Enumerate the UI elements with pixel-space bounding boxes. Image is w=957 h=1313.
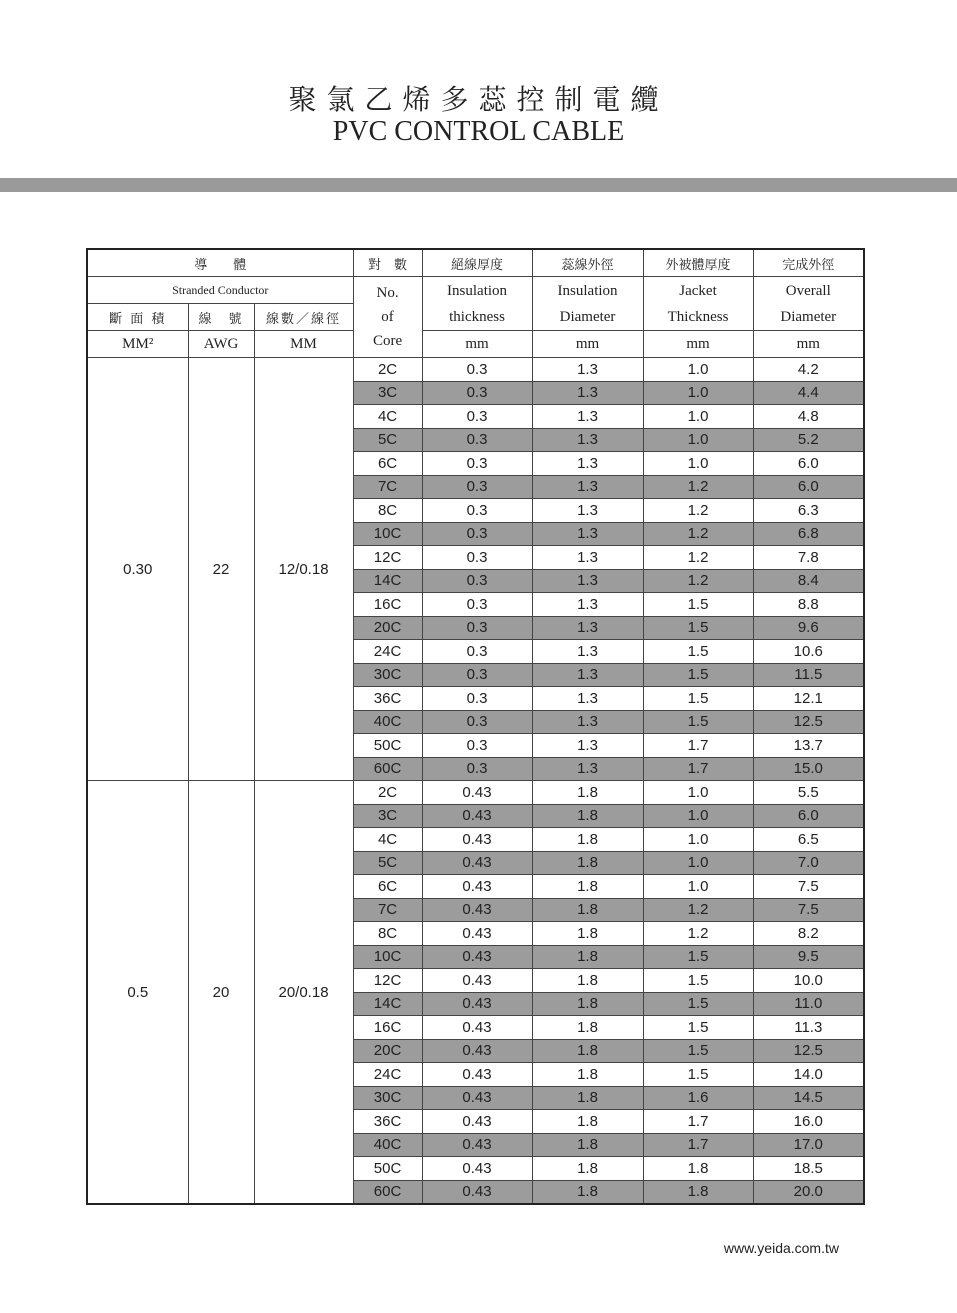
insulation-diameter: 1.8: [532, 828, 643, 852]
core-count: 50C: [353, 734, 422, 758]
overall-diameter: 15.0: [753, 757, 864, 781]
insulation-diameter: 1.3: [532, 734, 643, 758]
header-divider-band: [0, 178, 957, 192]
overall-diameter: 20.0: [753, 1180, 864, 1204]
conductor-strand: 20/0.18: [254, 781, 353, 1205]
core-count: 8C: [353, 922, 422, 946]
header-no-of-core: [353, 277, 422, 358]
overall-diameter: 8.8: [753, 593, 864, 617]
header-strand-unit: MM: [254, 331, 353, 358]
jacket-thickness: 1.5: [643, 640, 753, 664]
jacket-thickness: 1.7: [643, 734, 753, 758]
insulation-diameter: 1.8: [532, 992, 643, 1016]
core-count: 36C: [353, 687, 422, 711]
jacket-thickness: 1.0: [643, 804, 753, 828]
insulation-diameter: 1.3: [532, 640, 643, 664]
header-area-unit: MM²: [87, 331, 188, 358]
insulation-diameter: 1.3: [532, 522, 643, 546]
conductor-strand: 12/0.18: [254, 358, 353, 781]
insulation-diameter: 1.3: [532, 499, 643, 523]
insulation-diameter: 1.8: [532, 781, 643, 805]
jacket-thickness: 1.8: [643, 1180, 753, 1204]
overall-diameter: 6.5: [753, 828, 864, 852]
header-insulation-diameter-line1: Insulation: [557, 282, 618, 299]
header-insulation-thickness-line1: Insulation: [447, 282, 508, 299]
jacket-thickness: 1.5: [643, 969, 753, 993]
core-count: 3C: [353, 381, 422, 405]
insulation-thickness: 0.3: [422, 687, 532, 711]
overall-diameter: 7.5: [753, 875, 864, 899]
insulation-diameter: 1.8: [532, 1016, 643, 1040]
overall-diameter: 9.5: [753, 945, 864, 969]
overall-diameter: 12.5: [753, 710, 864, 734]
jacket-thickness: 1.0: [643, 381, 753, 405]
insulation-diameter: 1.3: [532, 405, 643, 429]
header-conductor-zh: 導 體: [87, 249, 353, 277]
insulation-diameter: 1.8: [532, 969, 643, 993]
insulation-diameter: 1.3: [532, 569, 643, 593]
core-count: 14C: [353, 992, 422, 1016]
jacket-thickness: 1.5: [643, 593, 753, 617]
header-unit-mm: mm: [532, 331, 643, 358]
core-count: 40C: [353, 1133, 422, 1157]
insulation-thickness: 0.3: [422, 757, 532, 781]
header-unit-mm: mm: [753, 331, 864, 358]
insulation-thickness: 0.43: [422, 898, 532, 922]
insulation-thickness: 0.3: [422, 475, 532, 499]
header-no-of-core-line1: No.: [376, 285, 399, 301]
overall-diameter: 11.0: [753, 992, 864, 1016]
jacket-thickness: 1.0: [643, 428, 753, 452]
header-no-of-core-line3: Core: [372, 333, 403, 349]
insulation-thickness: 0.43: [422, 1086, 532, 1110]
core-count: 8C: [353, 499, 422, 523]
insulation-thickness: 0.3: [422, 499, 532, 523]
insulation-diameter: 1.8: [532, 1086, 643, 1110]
overall-diameter: 7.0: [753, 851, 864, 875]
page-title-chinese: 聚氯乙烯多蕊控制電纜: [288, 83, 669, 116]
jacket-thickness: 1.2: [643, 546, 753, 570]
overall-diameter: 4.2: [753, 358, 864, 382]
header-insulation-thickness-line2: thickness: [449, 308, 505, 325]
insulation-diameter: 1.3: [532, 687, 643, 711]
core-count: 5C: [353, 428, 422, 452]
jacket-thickness: 1.0: [643, 781, 753, 805]
insulation-thickness: 0.43: [422, 851, 532, 875]
header-awg-zh: 線 號: [188, 304, 254, 331]
core-count: 12C: [353, 546, 422, 570]
jacket-thickness: 1.5: [643, 687, 753, 711]
insulation-thickness: 0.3: [422, 381, 532, 405]
header-no-of-core-line2: of: [381, 309, 394, 325]
insulation-thickness: 0.3: [422, 640, 532, 664]
insulation-diameter: 1.8: [532, 945, 643, 969]
core-count: 2C: [353, 781, 422, 805]
overall-diameter: 8.2: [753, 922, 864, 946]
insulation-diameter: 1.8: [532, 875, 643, 899]
header-pairs-zh: 對 數: [353, 249, 422, 277]
overall-diameter: 12.5: [753, 1039, 864, 1063]
overall-diameter: 14.5: [753, 1086, 864, 1110]
core-count: 60C: [353, 757, 422, 781]
core-count: 20C: [353, 1039, 422, 1063]
overall-diameter: 12.1: [753, 687, 864, 711]
insulation-thickness: 0.3: [422, 452, 532, 476]
header-insulation-diameter: [532, 277, 643, 331]
table-row: [87, 358, 864, 382]
overall-diameter: 13.7: [753, 734, 864, 758]
insulation-diameter: 1.3: [532, 593, 643, 617]
jacket-thickness: 1.6: [643, 1086, 753, 1110]
jacket-thickness: 1.0: [643, 358, 753, 382]
insulation-diameter: 1.8: [532, 1180, 643, 1204]
insulation-diameter: 1.8: [532, 1157, 643, 1181]
insulation-diameter: 1.8: [532, 922, 643, 946]
insulation-thickness: 0.43: [422, 1157, 532, 1181]
table-row: [87, 781, 864, 805]
overall-diameter: 11.3: [753, 1016, 864, 1040]
overall-diameter: 4.4: [753, 381, 864, 405]
jacket-thickness: 1.5: [643, 1016, 753, 1040]
page-title-english: PVC CONTROL CABLE: [332, 116, 625, 147]
header-insulation-diameter-line2: Diameter: [559, 308, 616, 325]
conductor-area: 0.30: [87, 358, 188, 781]
jacket-thickness: 1.2: [643, 522, 753, 546]
jacket-thickness: 1.5: [643, 945, 753, 969]
insulation-thickness: 0.43: [422, 992, 532, 1016]
header-area-zh: 斷 面 積: [87, 304, 188, 331]
jacket-thickness: 1.5: [643, 1063, 753, 1087]
insulation-thickness: 0.43: [422, 1180, 532, 1204]
conductor-awg: 20: [188, 781, 254, 1205]
insulation-thickness: 0.3: [422, 734, 532, 758]
insulation-thickness: 0.43: [422, 1039, 532, 1063]
jacket-thickness: 1.7: [643, 1133, 753, 1157]
insulation-diameter: 1.8: [532, 851, 643, 875]
core-count: 60C: [353, 1180, 422, 1204]
insulation-thickness: 0.43: [422, 969, 532, 993]
insulation-thickness: 0.3: [422, 616, 532, 640]
jacket-thickness: 1.2: [643, 898, 753, 922]
insulation-diameter: 1.3: [532, 710, 643, 734]
core-count: 14C: [353, 569, 422, 593]
overall-diameter: 6.0: [753, 804, 864, 828]
insulation-thickness: 0.3: [422, 358, 532, 382]
header-jacket-thickness: [643, 277, 753, 331]
header-unit-mm: mm: [422, 331, 532, 358]
header-overall-diameter-line1: Overall: [785, 282, 831, 299]
insulation-thickness: 0.43: [422, 1110, 532, 1134]
header-stranded-conductor: Stranded Conductor: [87, 277, 353, 304]
jacket-thickness: 1.2: [643, 475, 753, 499]
conductor-area: 0.5: [87, 781, 188, 1205]
core-count: 24C: [353, 1063, 422, 1087]
jacket-thickness: 1.7: [643, 757, 753, 781]
overall-diameter: 17.0: [753, 1133, 864, 1157]
insulation-thickness: 0.43: [422, 781, 532, 805]
insulation-diameter: 1.8: [532, 1110, 643, 1134]
header-strand-zh: 線數／線徑: [254, 304, 353, 331]
overall-diameter: 7.8: [753, 546, 864, 570]
core-count: 36C: [353, 1110, 422, 1134]
insulation-thickness: 0.3: [422, 546, 532, 570]
overall-diameter: 6.0: [753, 452, 864, 476]
insulation-diameter: 1.3: [532, 428, 643, 452]
header-insulation-thickness-zh: 絕線厚度: [422, 249, 532, 277]
core-count: 7C: [353, 475, 422, 499]
website-url: www.yeida.com.tw: [723, 1240, 839, 1256]
core-count: 24C: [353, 640, 422, 664]
insulation-diameter: 1.3: [532, 358, 643, 382]
header-jacket-thickness-line2: Thickness: [667, 308, 729, 325]
core-count: 50C: [353, 1157, 422, 1181]
overall-diameter: 11.5: [753, 663, 864, 687]
core-count: 30C: [353, 663, 422, 687]
core-count: 7C: [353, 898, 422, 922]
overall-diameter: 7.5: [753, 898, 864, 922]
overall-diameter: 6.3: [753, 499, 864, 523]
overall-diameter: 10.6: [753, 640, 864, 664]
insulation-thickness: 0.3: [422, 569, 532, 593]
insulation-diameter: 1.3: [532, 452, 643, 476]
insulation-thickness: 0.43: [422, 828, 532, 852]
overall-diameter: 18.5: [753, 1157, 864, 1181]
insulation-diameter: 1.3: [532, 381, 643, 405]
overall-diameter: 4.8: [753, 405, 864, 429]
overall-diameter: 8.4: [753, 569, 864, 593]
core-count: 20C: [353, 616, 422, 640]
insulation-thickness: 0.3: [422, 710, 532, 734]
insulation-diameter: 1.3: [532, 546, 643, 570]
overall-diameter: 5.2: [753, 428, 864, 452]
core-count: 30C: [353, 1086, 422, 1110]
core-count: 16C: [353, 593, 422, 617]
core-count: 5C: [353, 851, 422, 875]
overall-diameter: 9.6: [753, 616, 864, 640]
jacket-thickness: 1.2: [643, 499, 753, 523]
insulation-diameter: 1.8: [532, 804, 643, 828]
jacket-thickness: 1.0: [643, 851, 753, 875]
core-count: 6C: [353, 452, 422, 476]
header-jacket-thickness-line1: Jacket: [679, 282, 717, 299]
insulation-diameter: 1.3: [532, 757, 643, 781]
header-unit-mm: mm: [643, 331, 753, 358]
core-count: 4C: [353, 405, 422, 429]
header-insulation-thickness: [422, 277, 532, 331]
insulation-diameter: 1.3: [532, 616, 643, 640]
jacket-thickness: 1.2: [643, 922, 753, 946]
insulation-diameter: 1.3: [532, 475, 643, 499]
insulation-thickness: 0.3: [422, 593, 532, 617]
insulation-diameter: 1.8: [532, 1039, 643, 1063]
overall-diameter: 14.0: [753, 1063, 864, 1087]
insulation-thickness: 0.3: [422, 405, 532, 429]
insulation-diameter: 1.8: [532, 1063, 643, 1087]
header-overall-diameter-line2: Diameter: [780, 308, 837, 325]
jacket-thickness: 1.5: [643, 616, 753, 640]
overall-diameter: 6.8: [753, 522, 864, 546]
header-overall-diameter-zh: 完成外徑: [753, 249, 864, 277]
core-count: 10C: [353, 945, 422, 969]
jacket-thickness: 1.5: [643, 663, 753, 687]
overall-diameter: 6.0: [753, 475, 864, 499]
core-count: 10C: [353, 522, 422, 546]
insulation-thickness: 0.3: [422, 522, 532, 546]
core-count: 3C: [353, 804, 422, 828]
header-core-diameter-zh: 蕊線外徑: [532, 249, 643, 277]
insulation-thickness: 0.43: [422, 922, 532, 946]
conductor-awg: 22: [188, 358, 254, 781]
insulation-thickness: 0.43: [422, 804, 532, 828]
overall-diameter: 10.0: [753, 969, 864, 993]
insulation-thickness: 0.3: [422, 663, 532, 687]
insulation-diameter: 1.3: [532, 663, 643, 687]
insulation-thickness: 0.3: [422, 428, 532, 452]
jacket-thickness: 1.7: [643, 1110, 753, 1134]
insulation-diameter: 1.8: [532, 1133, 643, 1157]
insulation-thickness: 0.43: [422, 1016, 532, 1040]
core-count: 12C: [353, 969, 422, 993]
overall-diameter: 5.5: [753, 781, 864, 805]
header-jacket-thickness-zh: 外被體厚度: [643, 249, 753, 277]
insulation-thickness: 0.43: [422, 875, 532, 899]
jacket-thickness: 1.8: [643, 1157, 753, 1181]
core-count: 2C: [353, 358, 422, 382]
jacket-thickness: 1.0: [643, 828, 753, 852]
jacket-thickness: 1.5: [643, 710, 753, 734]
insulation-thickness: 0.43: [422, 1133, 532, 1157]
spec-table-body: [87, 358, 864, 1205]
insulation-thickness: 0.43: [422, 1063, 532, 1087]
core-count: 16C: [353, 1016, 422, 1040]
insulation-thickness: 0.43: [422, 945, 532, 969]
jacket-thickness: 1.5: [643, 1039, 753, 1063]
insulation-diameter: 1.8: [532, 898, 643, 922]
cable-spec-table: [86, 248, 865, 1205]
jacket-thickness: 1.0: [643, 452, 753, 476]
core-count: 6C: [353, 875, 422, 899]
core-count: 4C: [353, 828, 422, 852]
header-awg-unit: AWG: [188, 331, 254, 358]
jacket-thickness: 1.0: [643, 875, 753, 899]
overall-diameter: 16.0: [753, 1110, 864, 1134]
jacket-thickness: 1.0: [643, 405, 753, 429]
jacket-thickness: 1.5: [643, 992, 753, 1016]
header-overall-diameter: [753, 277, 864, 331]
jacket-thickness: 1.2: [643, 569, 753, 593]
core-count: 40C: [353, 710, 422, 734]
